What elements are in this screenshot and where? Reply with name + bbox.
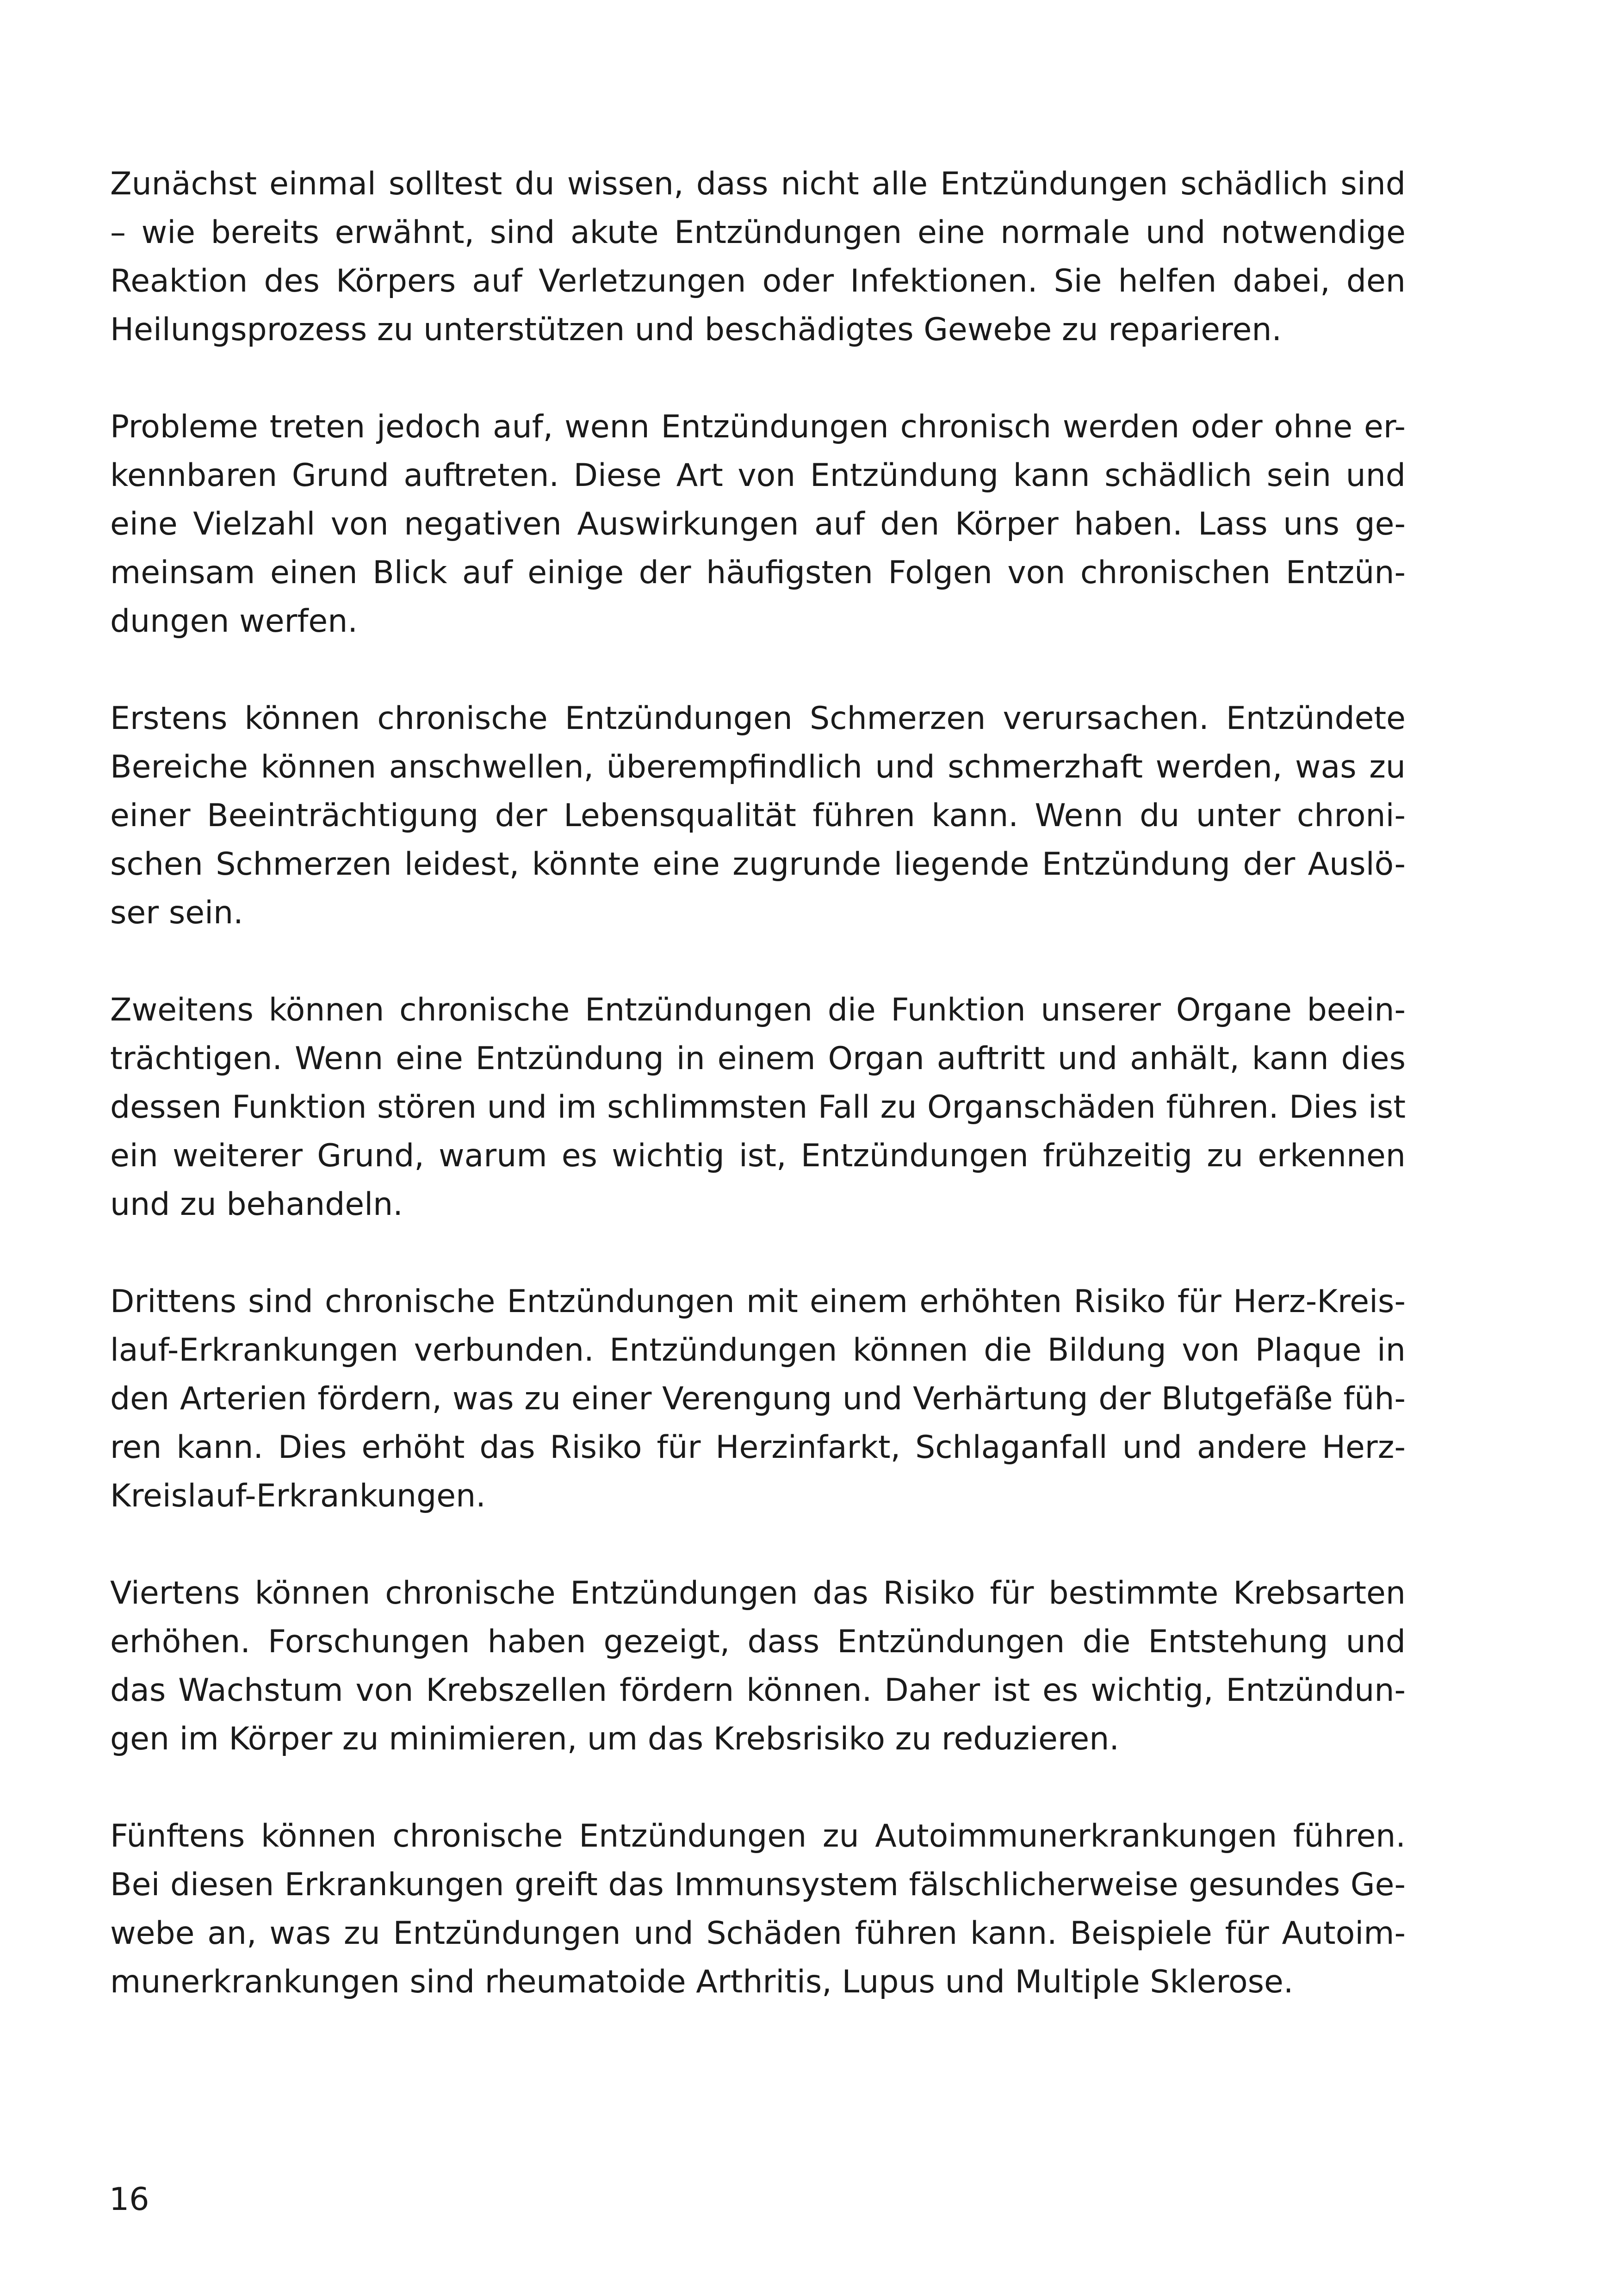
text-line: das Wachstum von Krebszellen fördern können. Daher ist es wichtig, Entzündun-: [110, 1672, 1406, 1709]
text-line: meinsam einen Blick auf einige der häufigsten Folgen von chronischen Entzün-: [110, 554, 1406, 591]
text-line: Reaktion des Körpers auf Verletzungen oder Infektionen. Sie helfen dabei, den: [110, 263, 1406, 299]
paragraph-2: [110, 403, 1406, 646]
text-line: Probleme treten jedoch auf, wenn Entzündungen chronisch werden oder ohne er-: [110, 409, 1406, 445]
text-line: Kreislauf-Erkrankungen.: [110, 1478, 486, 1514]
text-line: munerkrankungen sind rheumatoide Arthritis, Lupus und Multiple Sklerose.: [110, 1964, 1294, 2000]
text-line: Erstens können chronische Entzündungen Schmerzen verursachen. Entzündete: [110, 700, 1406, 737]
text-line: dessen Funktion stören und im schlimmsten Fall zu Organschäden führen. Dies ist: [110, 1089, 1406, 1126]
paragraph-1: [110, 160, 1406, 354]
text-line: kennbaren Grund auftreten. Diese Art von Entzündung kann schädlich sein und: [110, 457, 1406, 494]
text-line: gen im Körper zu minimieren, um das Krebsrisiko zu reduzieren.: [110, 1721, 1119, 1757]
text-line: ein weiterer Grund, warum es wichtig ist, Entzündungen frühzeitig zu erkennen: [110, 1138, 1406, 1174]
text-line: schen Schmerzen leidest, könnte eine zugrunde liegende Entzündung der Auslö-: [110, 846, 1406, 883]
page-number: 16: [109, 2181, 149, 2218]
text-line: trächtigen. Wenn eine Entzündung in einem Organ auftritt und anhält, kann dies: [110, 1040, 1406, 1077]
text-line: Zweitens können chronische Entzündungen die Funktion unserer Organe beein-: [110, 992, 1406, 1028]
paragraph-6: [110, 1569, 1406, 1763]
text-line: Fünftens können chronische Entzündungen zu Autoimmunerkrankungen führen.: [110, 1818, 1406, 1854]
text-line: und zu behandeln.: [110, 1186, 403, 1223]
text-line: Drittens sind chronische Entzündungen mit einem erhöhten Risiko für Herz-Kreis-: [110, 1283, 1406, 1320]
text-line: den Arterien fördern, was zu einer Verengung und Verhärtung der Blutgefäße füh-: [110, 1381, 1406, 1417]
text-line: erhöhen. Forschungen haben gezeigt, dass Entzündungen die Entstehung und: [110, 1624, 1406, 1660]
body-text: [110, 160, 1406, 2055]
text-line: Bei diesen Erkrankungen greift das Immunsystem fälschlicherweise gesundes Ge-: [110, 1867, 1406, 1903]
text-line: Zunächst einmal solltest du wissen, dass nicht alle Entzündungen schädlich sind: [110, 166, 1406, 202]
paragraph-7: [110, 1812, 1406, 2006]
text-line: ser sein.: [110, 895, 243, 931]
paragraph-5: [110, 1277, 1406, 1520]
text-line: eine Vielzahl von negativen Auswirkungen auf den Körper haben. Lass uns ge-: [110, 506, 1406, 542]
text-line: einer Beeinträchtigung der Lebensqualität führen kann. Wenn du unter chroni-: [110, 797, 1406, 834]
text-line: Viertens können chronische Entzündungen das Risiko für bestimmte Krebsarten: [110, 1575, 1406, 1612]
text-line: – wie bereits erwähnt, sind akute Entzündungen eine normale und notwendige: [110, 214, 1406, 251]
paragraph-3: [110, 694, 1406, 937]
paragraph-4: [110, 986, 1406, 1229]
text-line: lauf-Erkrankungen verbunden. Entzündungen können die Bildung von Plaque in: [110, 1332, 1406, 1369]
text-line: dungen werfen.: [110, 603, 358, 640]
text-line: ren kann. Dies erhöht das Risiko für Herzinfarkt, Schlaganfall und andere Herz-: [110, 1429, 1406, 1466]
text-line: Heilungsprozess zu unterstützen und beschädigtes Gewebe zu reparieren.: [110, 311, 1282, 348]
text-line: Bereiche können anschwellen, überempfindlich und schmerzhaft werden, was zu: [110, 749, 1406, 785]
text-line: webe an, was zu Entzündungen und Schäden führen kann. Beispiele für Autoim-: [110, 1915, 1406, 1952]
